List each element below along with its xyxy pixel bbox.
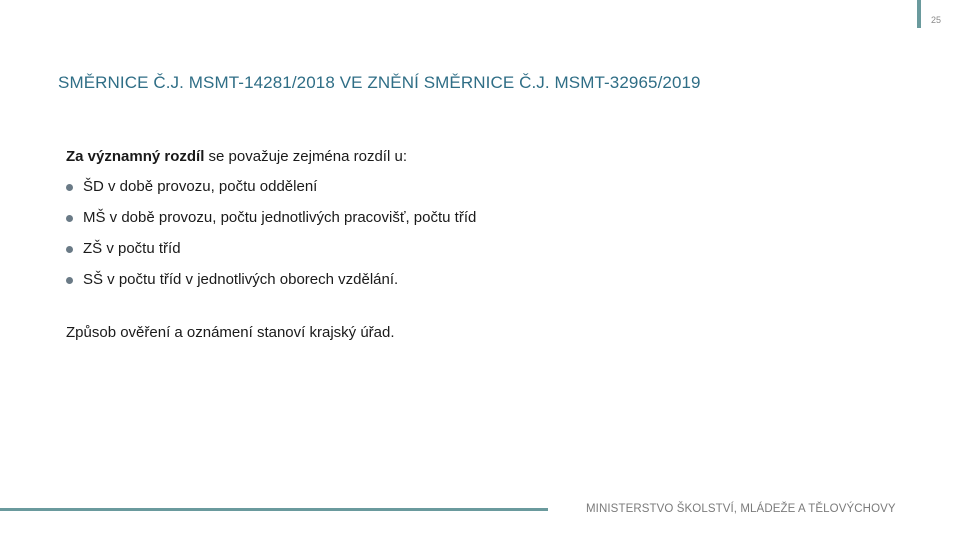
bullet-text: SŠ v počtu tříd v jednotlivých oborech vzdělání. (83, 271, 399, 288)
bullet-dot-icon (66, 246, 73, 253)
bullet-item (66, 269, 886, 300)
ministry-logo-text: MINISTERSTVO ŠKOLSTVÍ, MLÁDEŽE A TĚLOVÝCHOVY (586, 503, 896, 515)
bullet-item (66, 176, 886, 207)
footer-divider (0, 508, 548, 511)
bullet-item (66, 238, 886, 269)
bullet-list (66, 176, 886, 300)
page-number-accent-bar (917, 0, 921, 28)
lead-emphasis: Za významný rozdíl (66, 148, 205, 165)
bullet-text: MŠ v době provozu, počtu jednotlivých pracovišť, počtu tříd (83, 209, 477, 226)
bullet-item (66, 207, 886, 238)
bullet-text: ŠD v době provozu, počtu oddělení (83, 178, 318, 195)
page-number: 25 (931, 15, 942, 25)
bullet-text: ZŠ v počtu tříd (83, 240, 181, 257)
slide-title: SMĚRNICE Č.J. MSMT-14281/2018 VE ZNĚNÍ SMĚRNICE Č.J. MSMT-32965/2019 (58, 73, 701, 92)
slide-content (66, 146, 886, 344)
lead-sentence (66, 146, 886, 168)
bullet-dot-icon (66, 215, 73, 222)
bullet-dot-icon (66, 277, 73, 284)
lead-rest: se považuje zejména rozdíl u: (204, 148, 407, 165)
bullet-dot-icon (66, 184, 73, 191)
closing-note: Způsob ověření a oznámení stanoví krajský úřad. (66, 324, 395, 341)
